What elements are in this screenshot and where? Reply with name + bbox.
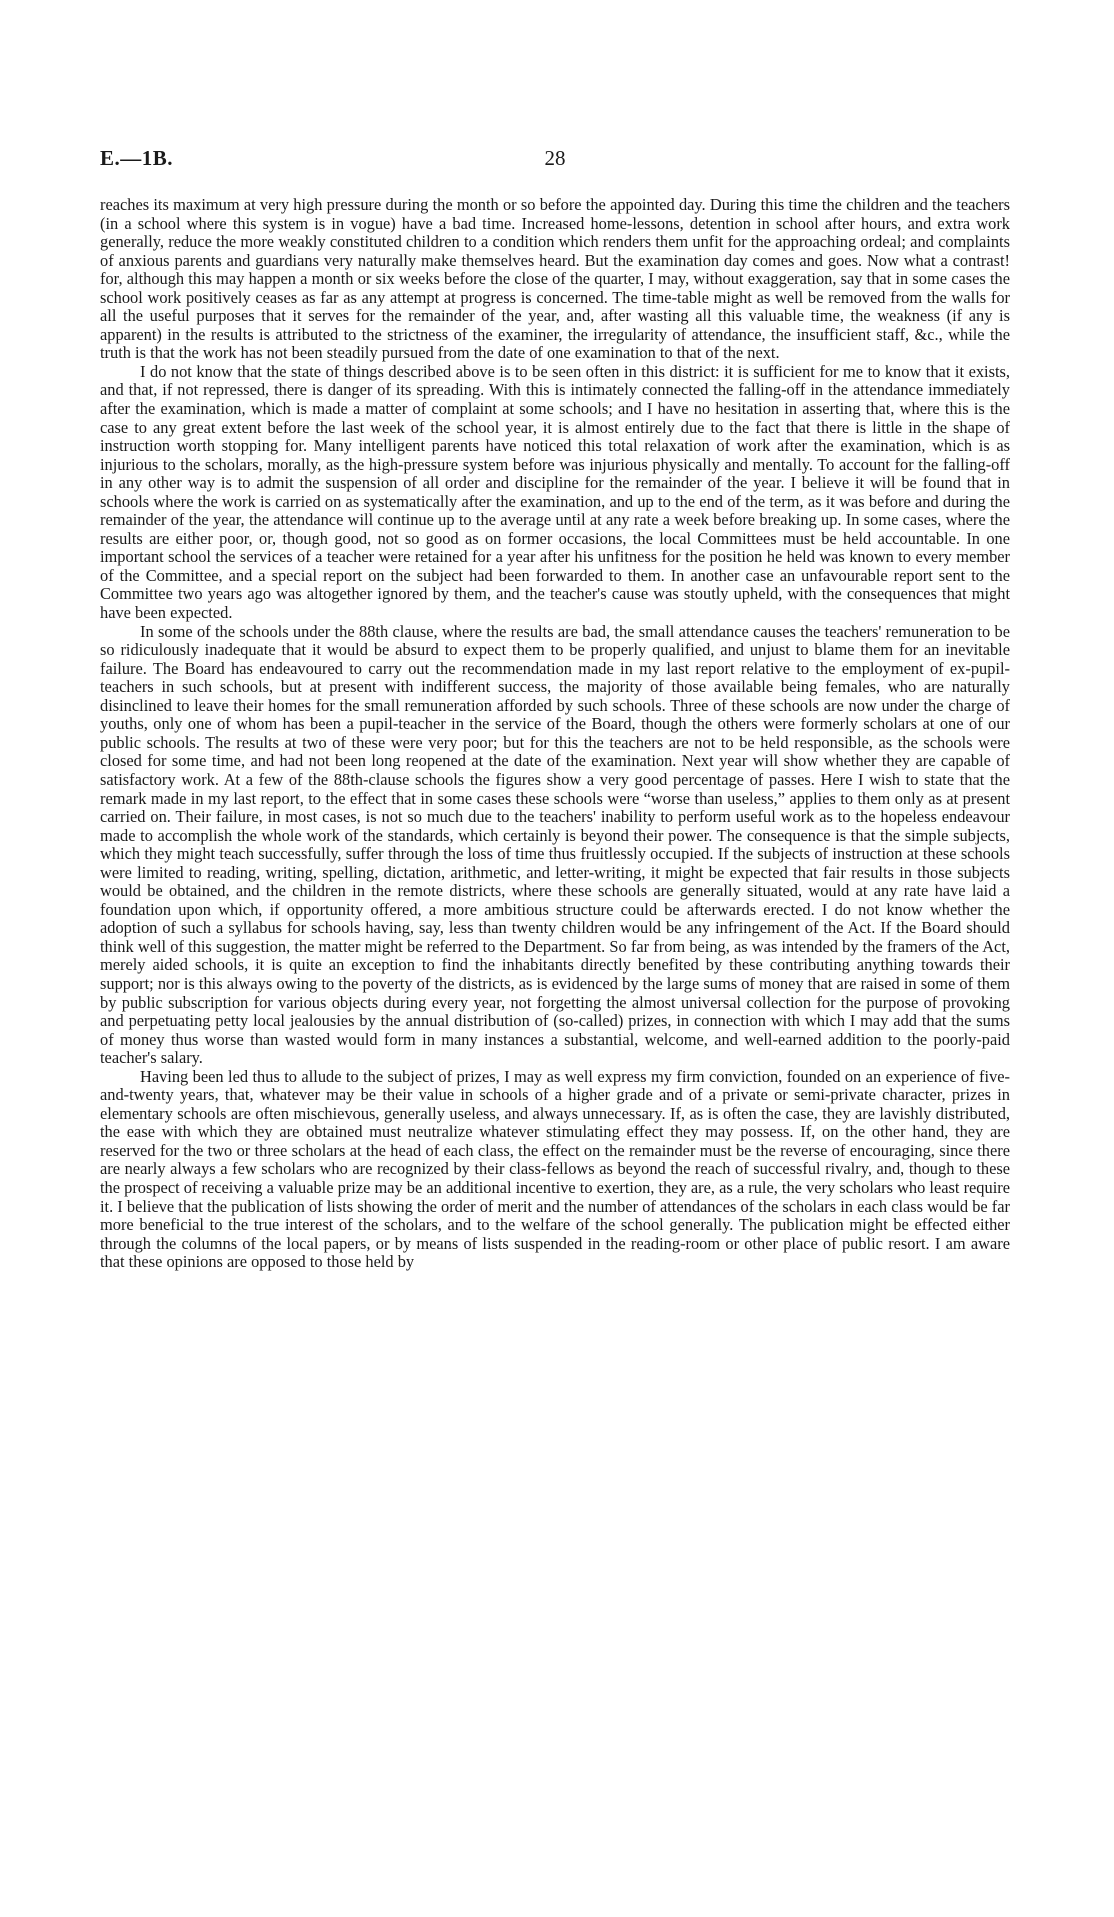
report-reference: E.—1B. (100, 146, 174, 170)
paragraph-attendance: I do not know that the state of things described above is to be seen often in this district: it is sufficient for me to know that it exists, and that, if not repressed, there is danger of its spreading. With this is intimately connected the falling-off in the attendance immediately after the examination, which is made a matter of complaint at some schools; and I have no hesitation in asserting that, where this is the case to any great extent before the last week of the school year, it is almost entirely due to the fact that there is little in the shape of instruction worth stopping for. Many intelligent parents have noticed this total relaxation of work after the examination, which is as injurious to the scholars, morally, as the high-pressure system before was injurious physically and mentally. To account for the falling-off in any other way is to admit the suspension of all order and discipline for the remainder of the year. I believe it will be found that in schools where the work is carried on as systematically after the examination, and up to the end of the term, as it was before and during the remainder of the year, the attendance will continue up to the average until at any rate a week before breaking up. In some cases, where the results are either poor, or, though good, not so good as on former occasions, the local Committees must be held accountable. In one important school the services of a teacher were retained for a year after his unfitness for the position he held was known to every member of the Committee, and a special report on the subject had been forwarded to them. In another case an unfavourable report sent to the Committee two years ago was altogether ignored by them, and the teacher's cause was stoutly upheld, with the consequences that might have been expected. (100, 361, 1010, 623)
page-header (100, 146, 1010, 174)
paragraph-prizes: Having been led thus to allude to the subject of prizes, I may as well express my firm conviction, founded on an experience of five-and-twenty years, that, whatever may be their value in schools of a higher grade and of a private or semi-private character, prizes in elementary schools are often mischievous, generally useless, and always unnecessary. If, as is often the case, they are lavishly distributed, the ease with which they are obtained must neutralize whatever stimulating effect they may possess. If, on the other hand, they are reserved for the two or three scholars at the head of each class, the effect on the remainder must be the reverse of encouraging, since there are nearly always a few scholars who are recognized by their class-fellows as beyond the reach of successful rivalry, and, though to these the prospect of receiving a valuable prize may be an additional incentive to exertion, they are, as a rule, the very scholars who least require it. I believe that the publication of lists showing the order of merit and the number of attendances of the scholars in each class would be far more beneficial to the true interest of the scholars, and to the welfare of the school generally. The publication might be effected either through the columns of the local papers, or by means of lists suspended in the reading-room or other place of public resort. I am aware that these opinions are opposed to those held by (100, 1066, 1010, 1272)
paragraph-88th-clause-schools: In some of the schools under the 88th clause, where the results are bad, the small attendance causes the teachers' remuneration to be so ridiculously inadequate that it would be absurd to expect them to be properly qualified, and unjust to blame them for an inevitable failure. The Board has endeavoured to carry out the recommendation made in my last report relative to the employment of ex-pupil-teachers in such schools, but at present with indifferent success, the majority of those available being females, who are naturally disinclined to leave their homes for the small remuneration afforded by such schools. Three of these schools are now under the charge of youths, only one of whom has been a pupil-teacher in the service of the Board, though the others were formerly scholars at one of our public schools. The results at two of these were very poor; but for this the teachers are not to be held responsible, as the schools were closed for some time, and had not been long reopened at the date of the examination. Next year will show whether they are capable of satisfactory work. At a few of the 88th-clause schools the figures show a very good percentage of passes. Here I wish to state that the remark made in my last report, to the effect that in some cases these schools were “worse than useless,” applies to them only as at present carried on. Their failure, in most cases, is not so much due to the teachers' inability to perform useful work as to the hopeless endeavour made to accomplish the whole work of the standards, which certainly is beyond their power. The consequence is that the simple subjects, which they might teach successfully, suffer through the loss of time thus fruitlessly occupied. If the subjects of instruction at these schools were limited to reading, writing, spelling, dictation, arithmetic, and letter-writing, it might be expected that fair results in those subjects would be obtained, and the children in the remote districts, where these schools are generally situated, would at any rate have laid a foundation upon which, if opportunity offered, a more ambitious structure could be afterwards erected. I do not know whether the adoption of such a syllabus for schools having, say, less than twenty children would be any infringement of the Act. If the Board should think well of this suggestion, the matter might be referred to the Department. So far from being, as was intended by the framers of the Act, merely aided schools, it is quite an exception to find the inhabitants directly benefited by these contributing anything towards their support; nor is this always owing to the poverty of the districts, as is evidenced by the large sums of money that are raised in some of them by public subscription for various objects during every year, not forgetting the almost universal collection for the purpose of provoking and perpetuating petty local jealousies by the annual distribution of (so-called) prizes, in connection with which I may add that the sums of money thus worse than wasted would form in many instances a substantial, welcome, and well-earned addition to the poorly-paid teacher's salary. (100, 621, 1010, 1068)
page-number: 28 (544, 146, 566, 170)
paragraph-continuation: reaches its maximum at very high pressure during the month or so before the appointed day. During this time the children and the teachers (in a school where this system is in vogue) have a bad time. Increased home-lessons, detention in school after hours, and extra work generally, reduce the more weakly constituted children to a condition which renders them unfit for the approaching ordeal; and complaints of anxious parents and guardians very naturally make themselves heard. But the examination day comes and goes. Now what a contrast! for, although this may happen a month or six weeks before the close of the quarter, I may, without exaggeration, say that in some cases the school work positively ceases as far as any attempt at progress is concerned. The time-table might as well be removed from the walls for all the useful purposes that it serves for the remainder of the year, and, after wasting all this valuable time, the weakness (if any is apparent) in the results is attributed to the strictness of the examiner, the irregularity of attendance, the insufficient staff, &c., while the truth is that the work has not been steadily pursued from the date of one examination to that of the next. (100, 195, 1010, 363)
report-body (100, 196, 1010, 1272)
